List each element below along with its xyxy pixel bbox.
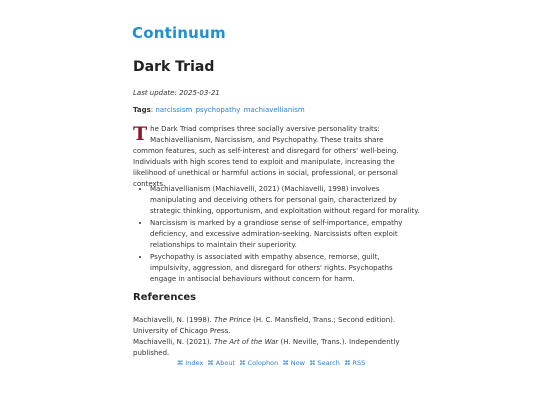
intro-text: he Dark Triad comprises three socially aversive personality traits: Machiavellianism, Narcissism, and Psychopathy. These traits share common features, such as self-interest and disregard for others' well-being. Individuals with high scores tend to exploit and manipulate, increasing the likelihood of unethical or harmful actions in social, professional, or personal contexts.: [133, 125, 399, 188]
tags-colon: :: [150, 106, 154, 114]
tags: [133, 106, 306, 114]
references-heading: References: [133, 292, 197, 303]
reference-item: [133, 337, 413, 359]
tag-link-machiavellianism[interactable]: machiavellianism: [243, 106, 305, 114]
traits-list: [133, 184, 420, 286]
footer-separator: ⌘: [282, 359, 289, 367]
dropcap: T: [133, 123, 148, 145]
footer-separator: ⌘: [239, 359, 246, 367]
last-update: [133, 89, 220, 97]
tags-label: Tags: [133, 106, 151, 114]
list-item: • Psychopathy is associated with empathy absence, remorse, guilt, impulsivity, aggression, and disregard for others' rights. Psychopaths engage in antisocial behaviours without concern for harm.: [150, 252, 420, 285]
reference-author: Machiavelli, N. (1998).: [133, 316, 214, 324]
tag-link-narcissism[interactable]: narcissism: [155, 106, 193, 114]
reference-title: The Art of the War: [214, 338, 279, 346]
footer-separator: ⌘: [309, 359, 316, 367]
list-item: • Narcissism is marked by a grandiose sense of self-importance, empathy deficiency, and excessive admiration-seeking. Narcissists often exploit relationships to maintain their superiority.: [150, 218, 420, 251]
reference-details: (H. Neville, Trans.). Independently published.: [133, 338, 400, 357]
footer-separator: ⌘: [207, 359, 214, 367]
tag-link-psychopathy[interactable]: psychopathy: [195, 106, 241, 114]
site-logo[interactable]: Continuum: [132, 24, 226, 42]
references-list: [133, 315, 413, 359]
footer-link-colophon[interactable]: Colophon: [247, 359, 279, 367]
footer-link-now[interactable]: Now: [290, 359, 305, 367]
footer-separator: ⌘: [343, 359, 351, 367]
reference-author: Machiavelli, N. (2021).: [133, 338, 214, 346]
last-update-date: 2025-03-21: [179, 89, 220, 97]
reference-details: (H. C. Mansfield, Trans.; Second edition). University of Chicago Press.: [133, 316, 396, 335]
intro-paragraph: [133, 124, 411, 190]
footer-link-rss[interactable]: RSS: [352, 359, 366, 367]
reference-title: The Prince: [214, 316, 251, 324]
list-item: • Machiavellianism (Machiavelli, 2021) (Machiavelli, 1998) involves manipulating and deceiving others for personal gain, characterized by strategic thinking, opportunism, and exploitation without regard for morality.: [150, 184, 420, 217]
footer-separator: ⌘: [176, 359, 184, 367]
footer-link-index[interactable]: Index: [185, 359, 204, 367]
footer-nav: [0, 359, 540, 367]
footer-link-search[interactable]: Search: [317, 359, 340, 367]
footer-link-about[interactable]: About: [215, 359, 235, 367]
page-title: Dark Triad: [133, 59, 215, 75]
reference-item: [133, 315, 413, 337]
last-update-label: Last update:: [133, 89, 177, 97]
